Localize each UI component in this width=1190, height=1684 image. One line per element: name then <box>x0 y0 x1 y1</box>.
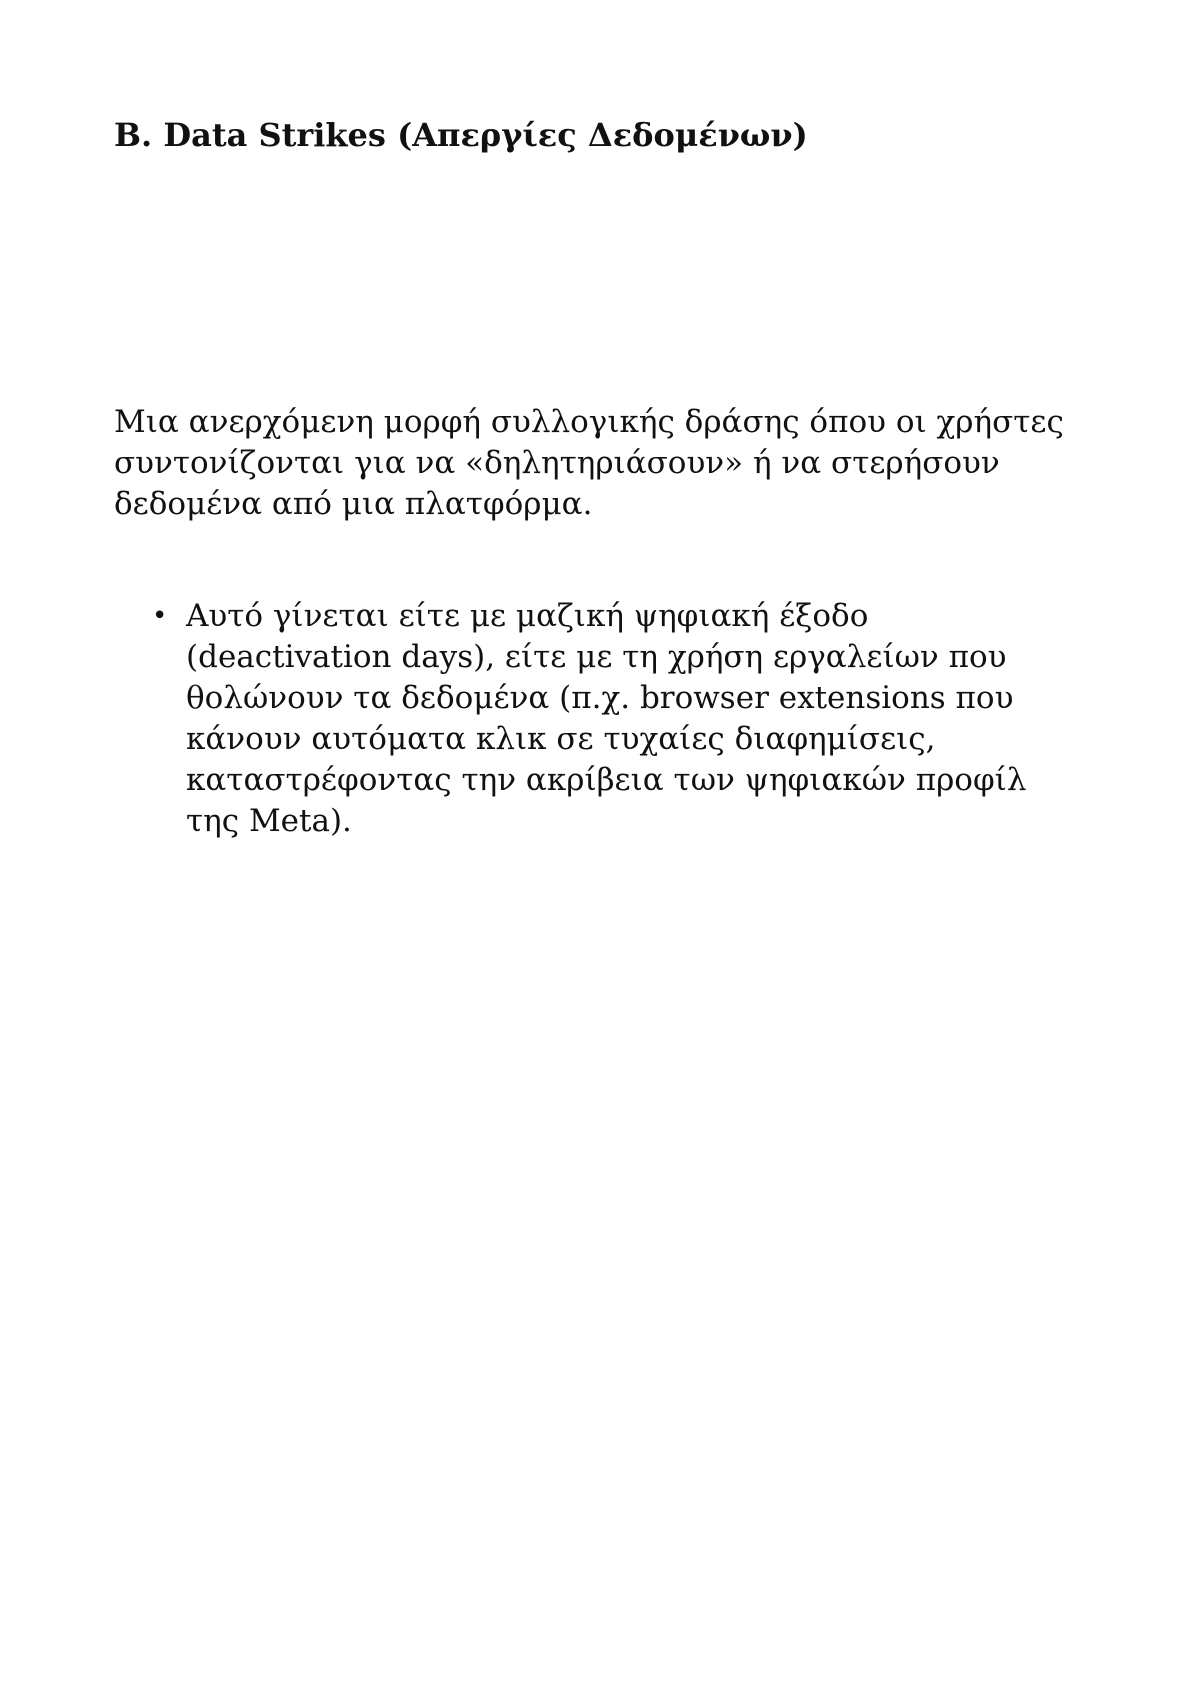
bullet-item <box>150 596 1070 842</box>
intro-paragraph: Μια ανερχόμενη μορφή συλλογικής δράσης όπου οι χρήστες συντονίζονται για να «δηλητηριάσουν» ή να στερήσουν δεδομένα από μια πλατφόρμα. <box>114 404 1064 522</box>
section-heading: B. Data Strikes (Απεργίες Δεδομένων) <box>114 116 808 154</box>
bullet-text: Αυτό γίνεται είτε με μαζική ψηφιακή έξοδο (deactivation days), είτε με τη χρήση εργαλείων που θολώνουν τα δεδομένα (π.χ. browser extensions που κάνουν αυτόματα κλικ σε τυχαίες διαφημίσεις, καταστρέφοντας την ακρίβεια των ψηφιακών προφίλ της Meta). <box>186 598 1027 839</box>
bullet-icon: • <box>152 601 168 631</box>
bullet-list <box>150 596 1070 842</box>
